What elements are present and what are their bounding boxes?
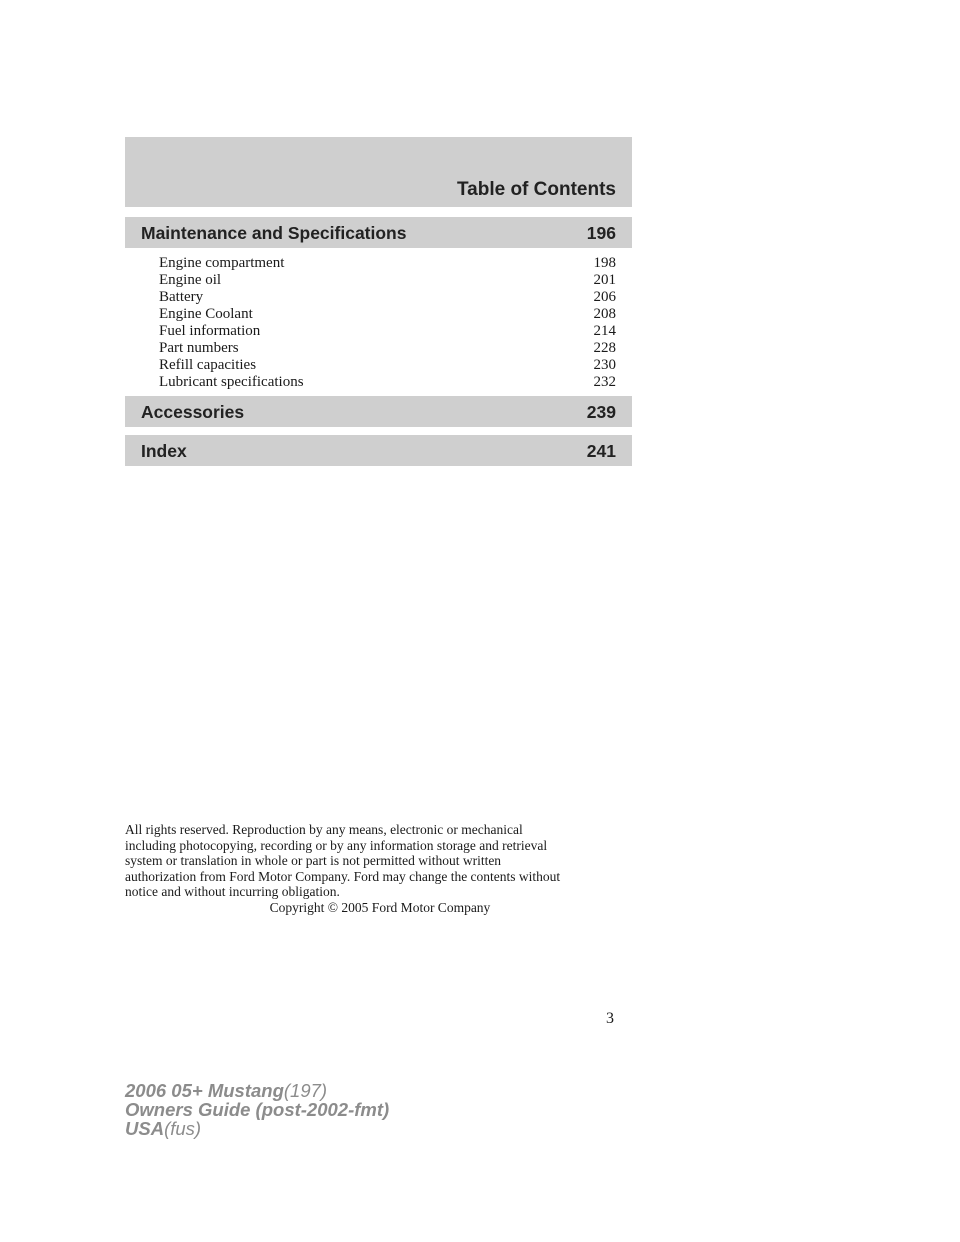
entry-list <box>159 255 616 391</box>
section-accessories[interactable] <box>125 396 632 427</box>
footer-line <box>125 1100 389 1119</box>
legal-line: All rights reserved. Reproduction by any means, electronic or mechanical <box>125 822 523 837</box>
section-label: Accessories <box>141 402 245 422</box>
entry-label: Engine Coolant <box>159 306 253 322</box>
list-item[interactable] <box>159 340 616 357</box>
header-band <box>125 137 632 207</box>
entry-page: 214 <box>593 323 616 339</box>
entry-page: 198 <box>593 255 616 271</box>
footer-guide: Owners Guide (post-2002-fmt) <box>125 1099 390 1120</box>
entry-label: Battery <box>159 289 204 305</box>
legal-line: system or translation in whole or part is not permitted without written <box>125 853 502 868</box>
legal-line: authorization from Ford Motor Company. Ford may change the contents without <box>125 868 561 884</box>
list-item[interactable] <box>159 306 616 323</box>
page-number: 3 <box>606 1010 614 1027</box>
section-page: 239 <box>586 402 616 422</box>
section-label: Maintenance and Specifications <box>141 223 407 243</box>
page-title: Table of Contents <box>456 179 616 200</box>
legal-line: including photocopying, recording or by any information storage and retrieval <box>125 837 548 853</box>
entry-label: Refill capacities <box>159 357 257 373</box>
entry-label: Lubricant specifications <box>159 374 304 390</box>
footer-code: (197) <box>283 1080 328 1101</box>
footer-market: USA <box>125 1118 165 1139</box>
legal-line: notice and without incurring obligation. <box>125 884 340 899</box>
section-page: 196 <box>586 223 616 243</box>
entry-label: Engine oil <box>159 272 222 288</box>
entry-page: 206 <box>593 289 616 305</box>
list-item[interactable] <box>159 289 616 306</box>
entry-page: 232 <box>593 374 616 390</box>
section-index[interactable] <box>125 435 632 466</box>
copyright-notice: Copyright © 2005 Ford Motor Company <box>269 900 491 915</box>
section-page: 241 <box>586 441 616 461</box>
legal-notice <box>125 822 635 900</box>
footer-market-code: (fus) <box>164 1118 202 1139</box>
entry-label: Fuel information <box>159 323 261 339</box>
entry-page: 201 <box>593 272 616 288</box>
entry-page: 228 <box>593 340 616 356</box>
list-item[interactable] <box>159 374 616 391</box>
section-label: Index <box>141 441 187 461</box>
footer-doc-id <box>125 1081 389 1138</box>
section-maintenance[interactable] <box>125 217 632 248</box>
footer-line <box>125 1119 389 1138</box>
list-item[interactable] <box>159 323 616 340</box>
list-item[interactable] <box>159 272 616 289</box>
list-item[interactable] <box>159 255 616 272</box>
list-item[interactable] <box>159 357 616 374</box>
footer-line <box>125 1081 389 1100</box>
entry-page: 208 <box>593 306 616 322</box>
entry-label: Part numbers <box>159 340 239 356</box>
entry-page: 230 <box>593 357 616 373</box>
entry-label: Engine compartment <box>159 255 285 271</box>
footer-model: 2006 05+ Mustang <box>125 1080 284 1101</box>
